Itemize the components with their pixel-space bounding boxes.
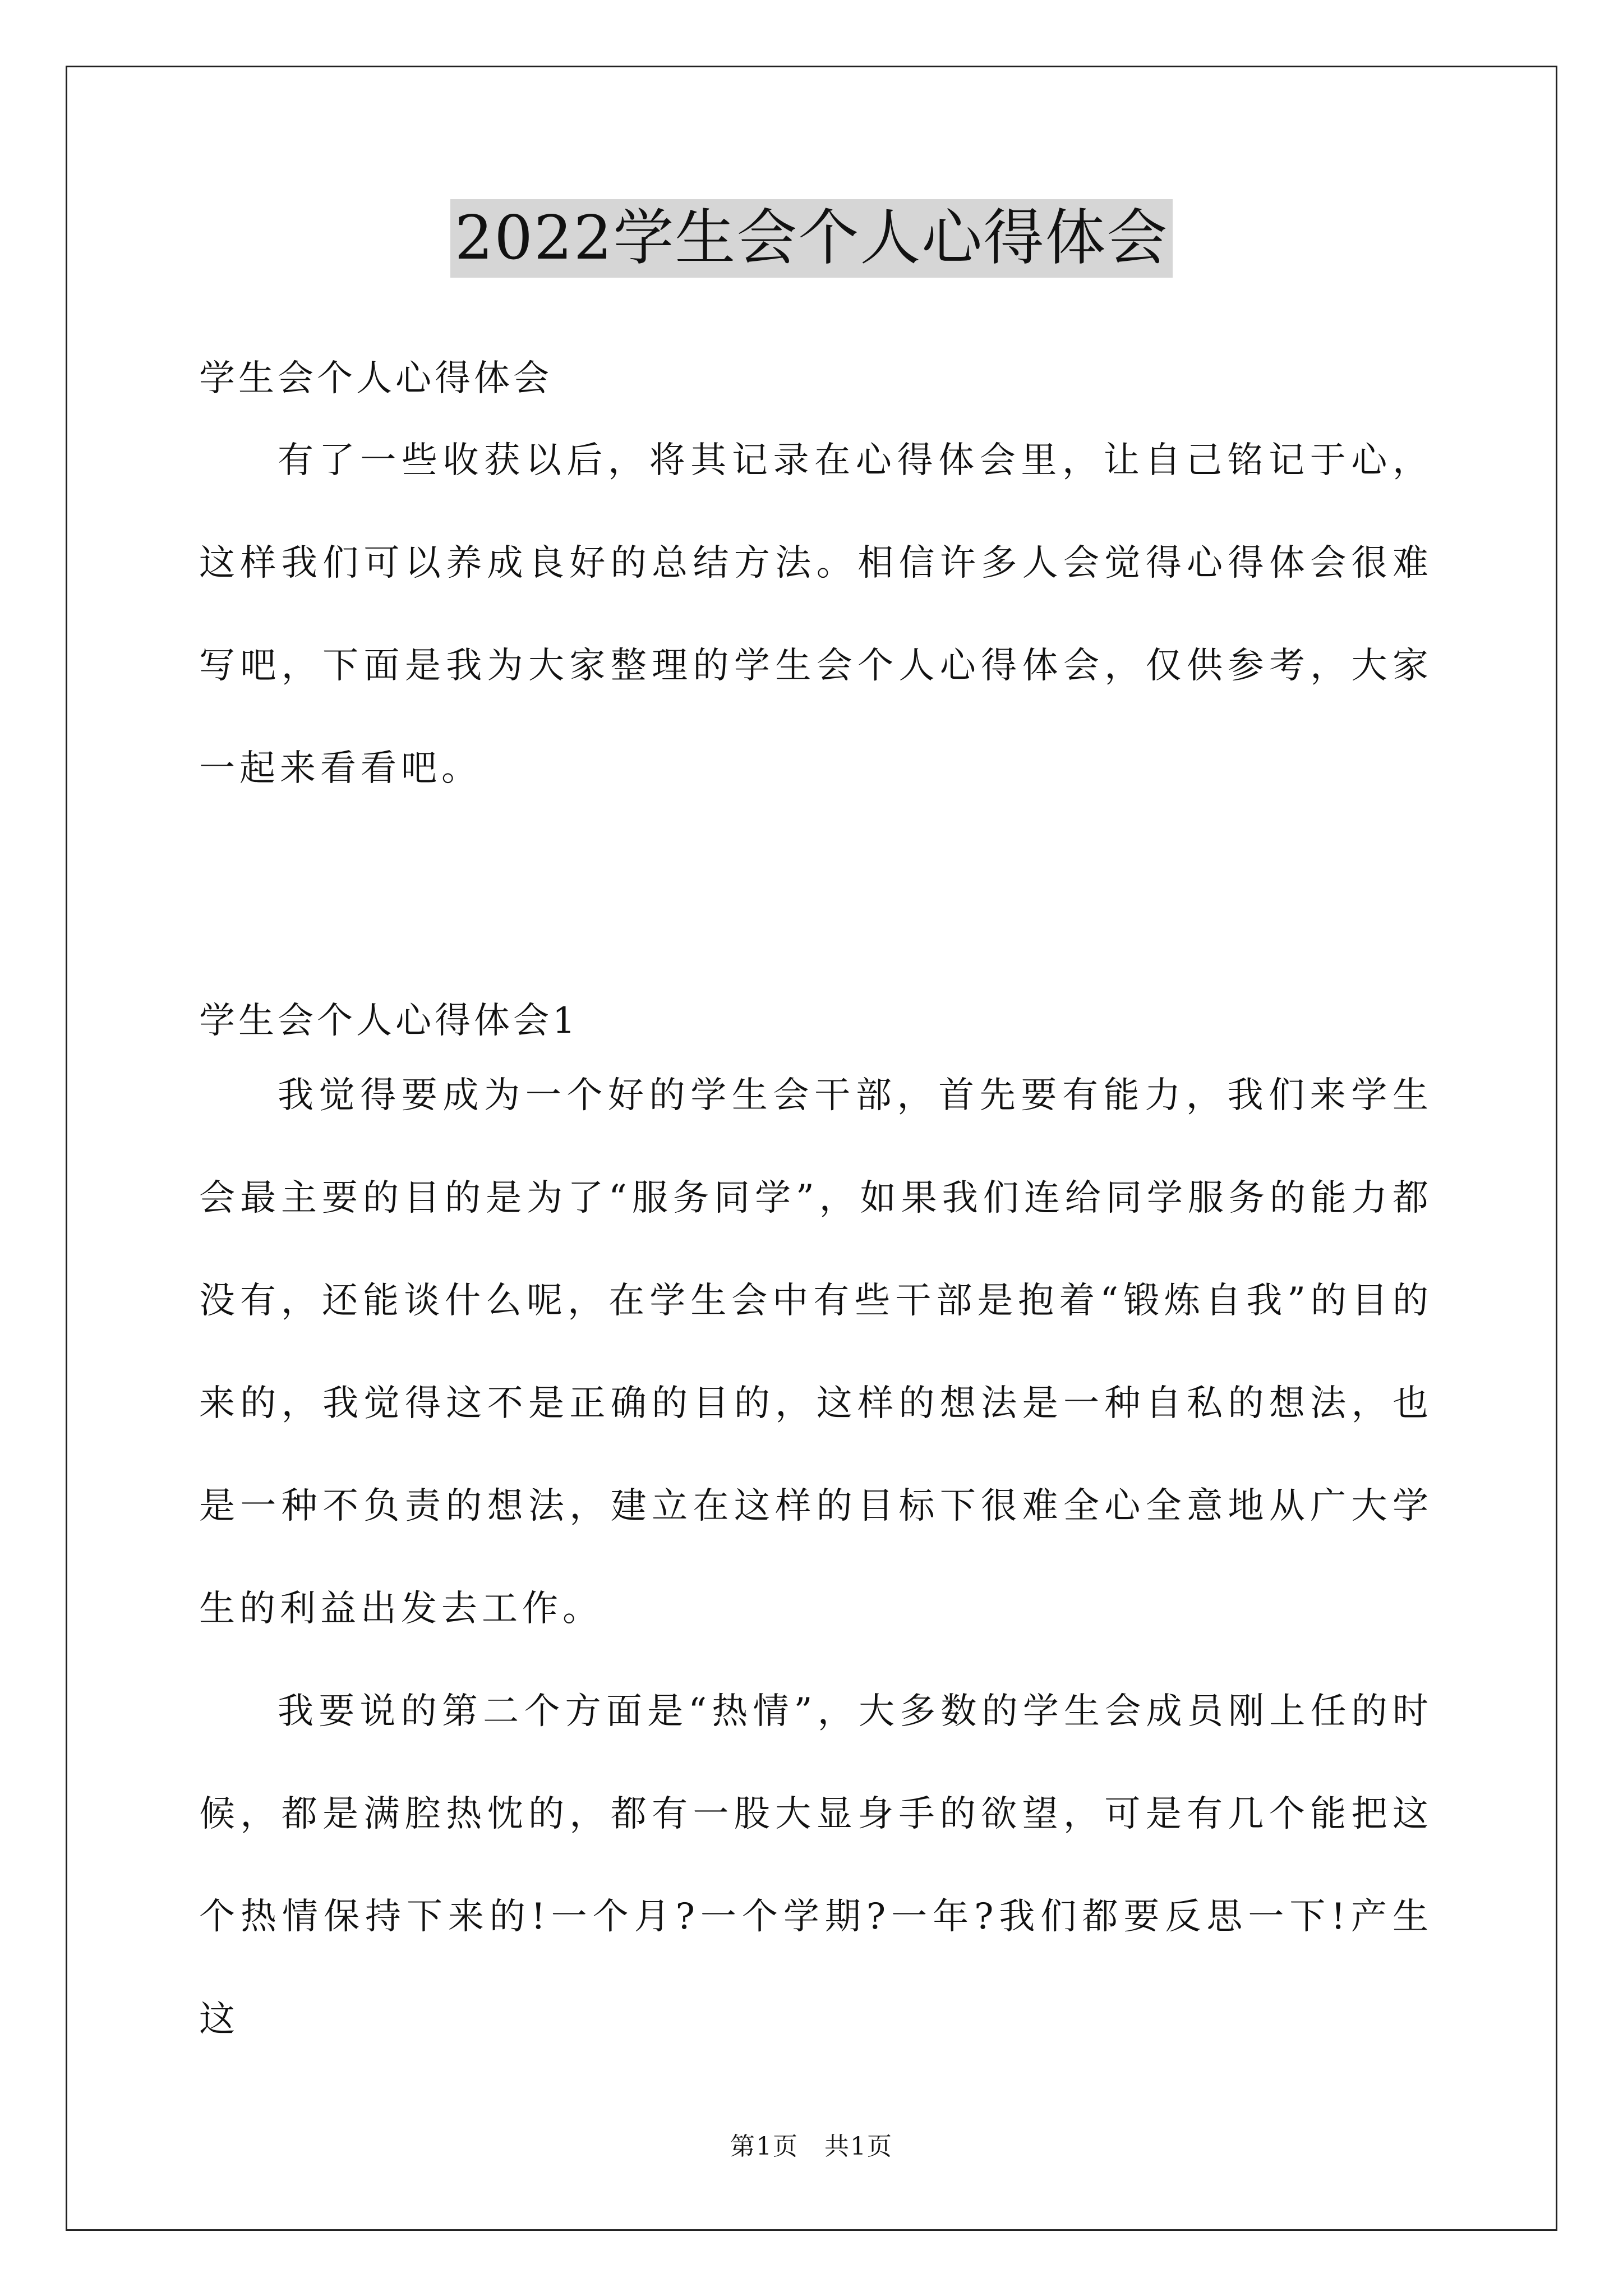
page-footer: 第1页 共1页 [730,2132,893,2161]
intro-paragraph-block [199,409,1433,820]
section1-body [199,1045,1433,2071]
section1-heading: 学生会个人心得体会1 [199,1000,579,1042]
section1-paragraph-2: 我要说的第二个方面是“热情”，大多数的学生会成员刚上任的时候，都是满腔热忱的，都有一股大显身手的欲望，可是有几个能把这个热情保持下来的!一个月?一个学期?一年?我们都要反思一下!产生这 [199,1691,1433,2040]
title-container [0,199,1623,278]
intro-paragraph: 有了一些收获以后，将其记录在心得体会里，让自己铭记于心，这样我们可以养成良好的总结方法。相信许多人会觉得心得体会很难写吧，下面是我为大家整理的学生会个人心得体会，仅供参考，大家一起来看看吧。 [199,440,1433,789]
document-title: 2022学生会个人心得体会 [450,199,1173,278]
intro-heading: 学生会个人心得体会 [199,358,552,399]
section1-paragraph-1: 我觉得要成为一个好的学生会干部，首先要有能力，我们来学生会最主要的目的是为了“服务同学”，如果我们连给同学服务的能力都没有，还能谈什么呢，在学生会中有些干部是抱着“锻炼自我”的目的来的，我觉得这不是正确的目的，这样的想法是一种自私的想法，也是一种不负责的想法，建立在这样的目标下很难全心全意地从广大学生的利益出发去工作。 [199,1075,1433,1630]
